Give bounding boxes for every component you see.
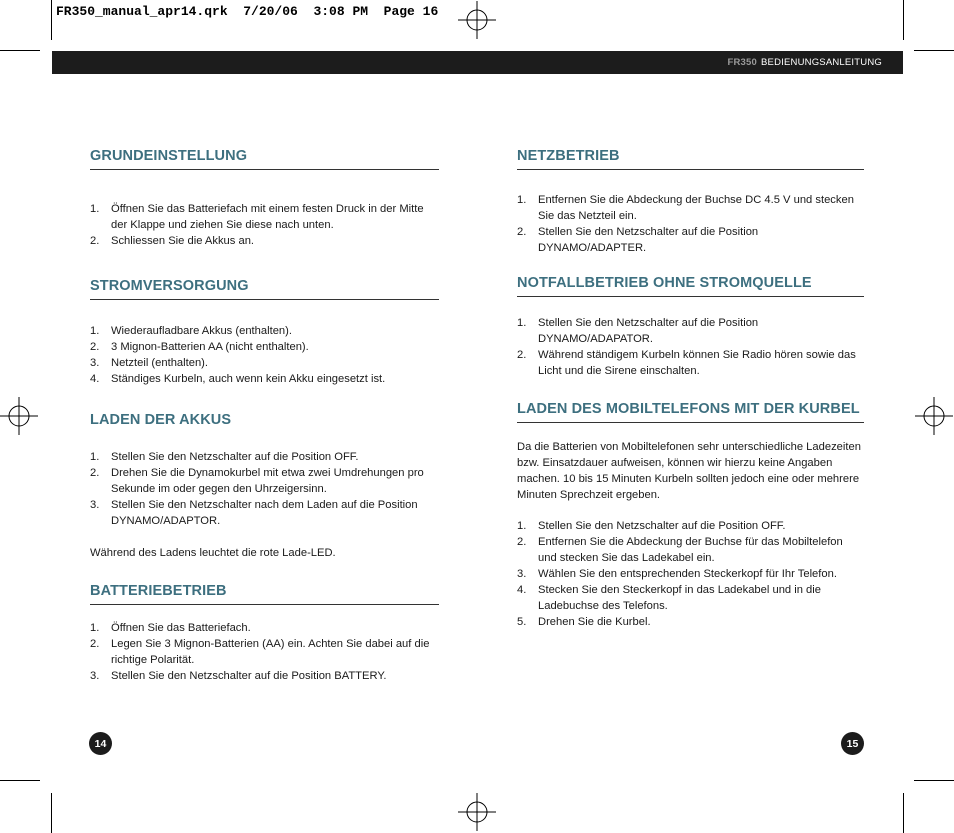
list-item bbox=[90, 668, 439, 684]
list-item bbox=[517, 224, 864, 256]
list-item bbox=[517, 347, 864, 379]
item-number: 1. bbox=[517, 317, 527, 329]
item-text: Entfernen Sie die Abdeckung der Buchse für das Mobiltelefon und stecken Sie das Ladekabel ein. bbox=[538, 536, 843, 564]
item-number: 3. bbox=[90, 499, 100, 511]
item-number: 2. bbox=[90, 235, 100, 247]
item-number: 2. bbox=[90, 638, 100, 650]
item-number: 5. bbox=[517, 616, 527, 628]
list-item bbox=[90, 233, 439, 249]
left-column bbox=[90, 148, 439, 684]
list-item bbox=[90, 449, 439, 465]
list-item bbox=[90, 323, 439, 339]
list-item bbox=[517, 518, 864, 534]
step-list bbox=[517, 315, 864, 379]
item-text: Öffnen Sie das Batteriefach mit einem festen Druck in der Mitte der Klappe und ziehen Sie diese nach unten. bbox=[111, 203, 424, 231]
list-item bbox=[517, 614, 864, 630]
item-number: 2. bbox=[90, 467, 100, 479]
list-item bbox=[517, 315, 864, 347]
item-text: Stellen Sie den Netzschalter auf die Position BATTERY. bbox=[111, 670, 387, 682]
list-item bbox=[90, 355, 439, 371]
step-list bbox=[90, 449, 439, 529]
list-item bbox=[517, 534, 864, 566]
list-item bbox=[90, 465, 439, 497]
registration-mark-icon bbox=[915, 397, 953, 435]
crop-mark bbox=[51, 0, 52, 40]
item-number: 2. bbox=[517, 349, 527, 361]
item-text: Öffnen Sie das Batteriefach. bbox=[111, 622, 251, 634]
item-text: Legen Sie 3 Mignon-Batterien (AA) ein. Achten Sie dabei auf die richtige Polarität. bbox=[111, 638, 430, 666]
page-number-right: 15 bbox=[841, 732, 864, 755]
list-item bbox=[90, 339, 439, 355]
crop-mark bbox=[914, 780, 954, 781]
item-text: Stellen Sie den Netzschalter auf die Position DYNAMO/ADAPTER. bbox=[538, 226, 759, 254]
step-list bbox=[90, 323, 439, 387]
section-heading-stromversorgung: STROMVERSORGUNG bbox=[90, 278, 439, 300]
banner-manual-title: BEDIENUNGSANLEITUNG bbox=[761, 57, 882, 68]
step-list bbox=[90, 620, 439, 684]
list-item bbox=[517, 582, 864, 614]
section-heading-mobiltelefon: LADEN DES MOBILTELEFONS MIT DER KURBEL bbox=[517, 401, 864, 423]
banner-title bbox=[727, 57, 882, 68]
list-item bbox=[90, 201, 439, 233]
crop-mark bbox=[903, 0, 904, 40]
item-text: Drehen Sie die Dynamokurbel mit etwa zwei Umdrehungen pro Sekunde im oder gegen den Uhrzeigersinn. bbox=[111, 467, 424, 495]
list-item bbox=[90, 636, 439, 668]
item-number: 1. bbox=[90, 325, 100, 337]
header-banner bbox=[52, 51, 903, 74]
list-item bbox=[517, 566, 864, 582]
crop-mark bbox=[0, 780, 40, 781]
item-text: Stellen Sie den Netzschalter auf die Position DYNAMO/ADAPATOR. bbox=[538, 317, 759, 345]
section-heading-notfallbetrieb: NOTFALLBETRIEB OHNE STROMQUELLE bbox=[517, 275, 864, 297]
body-paragraph: Da die Batterien von Mobiltelefonen sehr unterschiedliche Ladezeiten bzw. Einsatzdauer aufweisen, können wir hierzu keine Angaben machen. 10 bis 15 Minuten Kurbeln sollten jedoch eine oder mehrere Minuten Sprechzeit ergeben. bbox=[517, 441, 861, 501]
item-text: Stecken Sie den Steckerkopf in das Ladekabel und in die Ladebuchse des Telefons. bbox=[538, 584, 821, 612]
crop-mark bbox=[51, 793, 52, 833]
list-item bbox=[517, 192, 864, 224]
item-text: Stellen Sie den Netzschalter auf die Position OFF. bbox=[538, 520, 786, 532]
page-number-left: 14 bbox=[89, 732, 112, 755]
item-number: 4. bbox=[90, 373, 100, 385]
item-text: Stellen Sie den Netzschalter auf die Position OFF. bbox=[111, 451, 359, 463]
item-text: Drehen Sie die Kurbel. bbox=[538, 616, 651, 628]
registration-mark-icon bbox=[0, 397, 38, 435]
crop-mark bbox=[0, 50, 40, 51]
item-number: 3. bbox=[90, 357, 100, 369]
item-number: 1. bbox=[517, 520, 527, 532]
banner-model: FR350 bbox=[727, 57, 757, 68]
item-text: Ständiges Kurbeln, auch wenn kein Akku eingesetzt ist. bbox=[111, 373, 386, 385]
item-number: 2. bbox=[90, 341, 100, 353]
item-text: Wählen Sie den entsprechenden Steckerkopf für Ihr Telefon. bbox=[538, 568, 837, 580]
step-list bbox=[90, 201, 439, 249]
item-number: 1. bbox=[517, 194, 527, 206]
crop-mark bbox=[903, 793, 904, 833]
item-text: Wiederaufladbare Akkus (enthalten). bbox=[111, 325, 292, 337]
list-item bbox=[90, 620, 439, 636]
list-item bbox=[90, 497, 439, 529]
item-number: 1. bbox=[90, 203, 100, 215]
registration-mark-icon bbox=[458, 793, 496, 831]
item-number: 4. bbox=[517, 584, 527, 596]
item-text: Stellen Sie den Netzschalter nach dem Laden auf die Position DYNAMO/ADAPTOR. bbox=[111, 499, 418, 527]
section-heading-grundeinstellung: GRUNDEINSTELLUNG bbox=[90, 148, 439, 170]
item-number: 2. bbox=[517, 226, 527, 238]
section-heading-batteriebetrieb: BATTERIEBETRIEB bbox=[90, 583, 439, 605]
item-text: Während ständigem Kurbeln können Sie Radio hören sowie das Licht und die Sirene einschalten. bbox=[538, 349, 856, 377]
crop-mark bbox=[914, 50, 954, 51]
step-list bbox=[517, 518, 864, 630]
section-heading-laden-der-akkus: LADEN DER AKKUS bbox=[90, 412, 232, 428]
print-slug: FR350_manual_apr14.qrk 7/20/06 3:08 PM Page 16 bbox=[56, 4, 439, 19]
item-text: 3 Mignon-Batterien AA (nicht enthalten). bbox=[111, 341, 309, 353]
right-column bbox=[517, 148, 864, 630]
item-text: Entfernen Sie die Abdeckung der Buchse DC 4.5 V und stecken Sie das Netzteil ein. bbox=[538, 194, 854, 222]
item-text: Netzteil (enthalten). bbox=[111, 357, 209, 369]
section-heading-netzbetrieb: NETZBETRIEB bbox=[517, 148, 864, 170]
step-list bbox=[517, 192, 864, 256]
item-number: 3. bbox=[517, 568, 527, 580]
list-item bbox=[90, 371, 439, 387]
registration-mark-icon bbox=[458, 1, 496, 39]
item-number: 2. bbox=[517, 536, 527, 548]
item-number: 1. bbox=[90, 622, 100, 634]
item-text: Schliessen Sie die Akkus an. bbox=[111, 235, 255, 247]
item-number: 1. bbox=[90, 451, 100, 463]
body-paragraph: Während des Ladens leuchtet die rote Lade-LED. bbox=[90, 547, 336, 559]
item-number: 3. bbox=[90, 670, 100, 682]
